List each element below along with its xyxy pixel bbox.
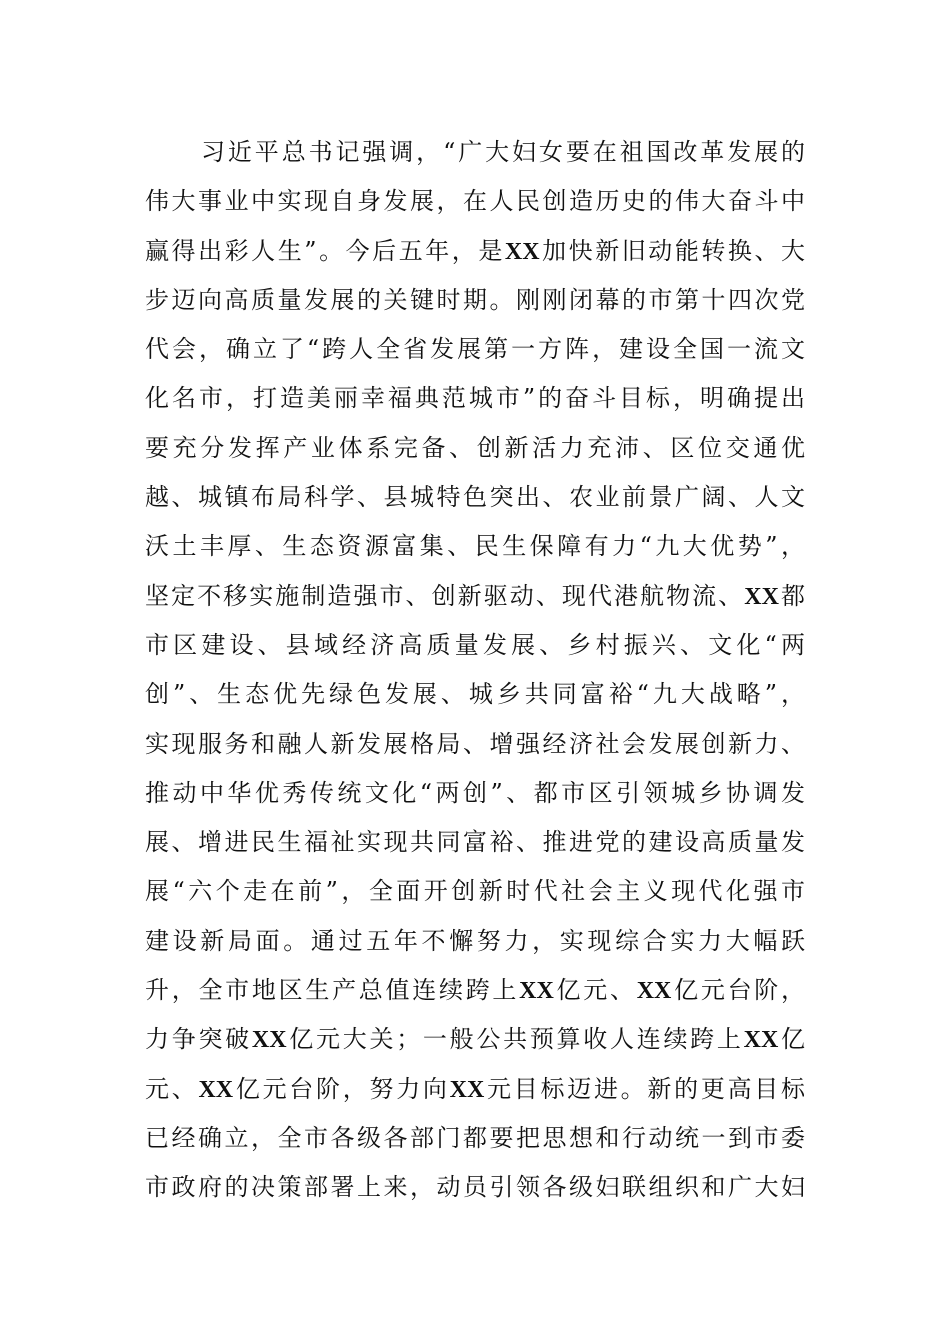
text-line-1: 习近平总书记强调，“广大妇女要在祖国改革发展的	[201, 138, 805, 166]
text-line-12: 创”、生态优先绿色发展、城乡共同富裕“九大战略”，	[145, 680, 805, 709]
text-line-9: 沃土丰厚、生态资源富集、民生保障有力“九大优势”，	[145, 532, 805, 561]
text-line-6: 化名市，打造美丽幸福典范城市”的奋斗目标，明确提出	[145, 384, 805, 413]
placeholder-xx: XX	[519, 978, 554, 1005]
text-line-14: 推动中华优秀传统文化“两创”、都市区引领城乡协调发	[145, 778, 805, 807]
placeholder-xx: XX	[744, 583, 779, 610]
text-line-18: 升，全市地区生产总值连续跨上XX亿元、XX亿元台阶，	[145, 976, 806, 1005]
text-line-3: 赢得出彩人生”。今后五年，是XX加快新旧动能转换、大	[145, 236, 805, 265]
text-line-13: 实现服务和融人新发展格局、增强经济社会发展创新力、	[145, 729, 805, 758]
text-line-21: 已经确立，全市各级各部门都要把思想和行动统一到市委	[145, 1123, 805, 1152]
text-line-22: 市政府的决策部署上来，动员引领各级妇联组织和广大妇	[145, 1173, 805, 1202]
placeholder-xx: XX	[636, 978, 672, 1005]
text-line-17: 建设新局面。通过五年不懈努力，实现综合实力大幅跃	[145, 926, 805, 955]
text-line-16: 展“六个走在前”，全面开创新时代社会主义现代化强市	[145, 877, 805, 906]
placeholder-xx: XX	[504, 238, 540, 265]
text-line-2: 伟大事业中实现自身发展，在人民创造历史的伟大奋斗中	[145, 187, 805, 216]
text-line-5: 代会，确立了“跨人全省发展第一方阵，建设全国一流文	[145, 335, 805, 364]
text-line-11: 市区建设、县域经济高质量发展、乡村振兴、文化“两	[145, 630, 805, 659]
placeholder-xx: XX	[198, 1076, 234, 1103]
text-line-4: 步迈向高质量发展的关键时期。刚刚闭幕的市第十四次党	[145, 285, 805, 314]
placeholder-xx: XX	[743, 1027, 779, 1054]
placeholder-xx: XX	[449, 1076, 485, 1103]
text-line-15: 展、增进民生福祉实现共同富裕、推进党的建设高质量发	[145, 828, 805, 857]
text-line-10: 坚定不移实施制造强市、创新驱动、现代港航物流、XX都	[145, 581, 806, 610]
text-line-8: 越、城镇布局科学、县城特色突出、农业前景广阔、人文	[145, 483, 805, 512]
body-paragraph	[145, 128, 805, 1213]
placeholder-xx: XX	[251, 1027, 287, 1054]
text-line-20: 元、XX亿元台阶，努力向XX元目标迈进。新的更高目标	[145, 1074, 806, 1103]
text-line-7: 要充分发挥产业体系完备、创新活力充沛、区位交通优	[145, 433, 805, 462]
text-line-19: 力争突破XX亿元大关；一般公共预算收人连续跨上XX亿	[145, 1025, 806, 1054]
